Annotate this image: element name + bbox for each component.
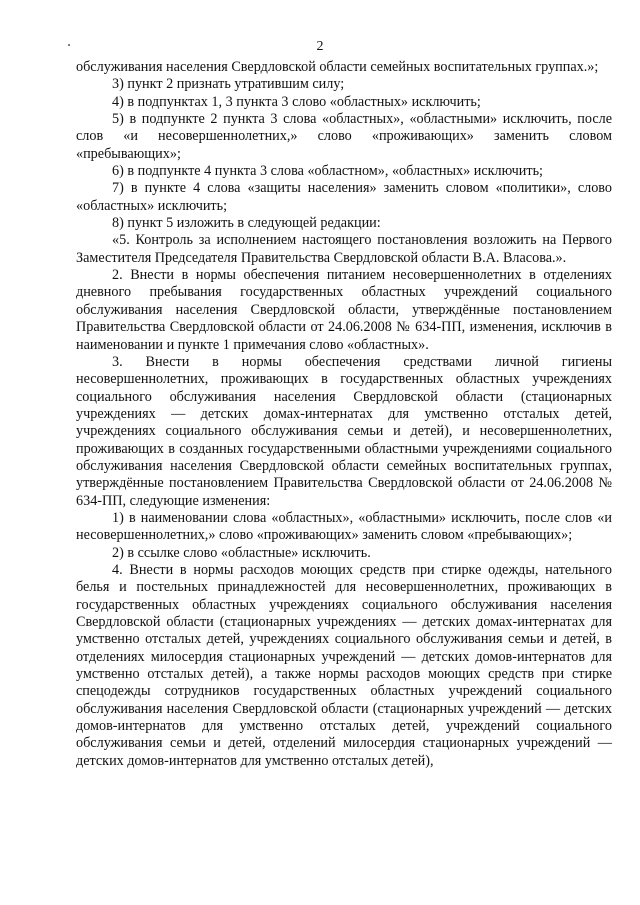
page-number: 2 bbox=[316, 39, 324, 54]
paragraph-item-4: 4) в подпунктах 1, 3 пункта 3 слово «областных» исключить; bbox=[112, 93, 481, 110]
document-body bbox=[76, 59, 612, 770]
paragraph-section-3-item-1: 1) в наименовании слова «областных», «областными» исключить, после слов «и несовершеннолетних,» слово «проживающих» заменить словом «пребывающих»; bbox=[76, 509, 612, 544]
paragraph-item-7: 7) в пункте 4 слова «защиты населения» заменить словом «политики», слово «областных» исключить; bbox=[76, 180, 612, 214]
paragraph-section-2: 2. Внести в нормы обеспечения питанием несовершеннолетних в отделениях дневного пребывания государственных областных учреждений социального обслуживания населения Свердловской области, утверждённые постановлением Правительства Свердловской области от 24.06.2008 № 634-ПП, изменения, исключив в наименовании и пункте 1 примечания слово «областных». bbox=[76, 267, 612, 353]
paragraph-section-3: 3. Внести в нормы обеспечения средствами личной гигиены несовершеннолетних, проживающих в государственных областных учреждениях социального обслуживания населения Свердловской области (стационарных учреждениях — детских домах-интернатах для умственно отсталых детей, учреждениях социального обслуживания семьи и детей), и несовершеннолетних, проживающих в созданных государственными областными учреждениями социального обслуживания населения Свердловской области семейных воспитательных группах, утверждённые постановлением Правительства Свердловской области от 24.06.2008 № 634-ПП, следующие изменения: bbox=[76, 353, 612, 509]
paragraph-item-5: 5) в подпункте 2 пункта 3 слова «областных», «областными» исключить, после слов «и несовершеннолетних,» слово «проживающих» заменить словом «пребывающих»; bbox=[76, 111, 612, 162]
paragraph-section-3-item-2: 2) в ссылке слово «областные» исключить. bbox=[112, 544, 371, 561]
paragraph-item-8: 8) пункт 5 изложить в следующей редакции: bbox=[112, 215, 381, 232]
paragraph-item-3: 3) пункт 2 признать утратившим силу; bbox=[112, 76, 345, 93]
paragraph-section-4: 4. Внести в нормы расходов моющих средств при стирке одежды, нательного белья и постельных принадлежностей для несовершеннолетних, проживающих в государственных областных учреждениях социального обслуживания населения Свердловской области (стационарных учреждениях — детских домах-интернатах для умственно отсталых детей, учреждениях социального обслуживания семьи и детей, в отделениях милосердия стационарных учреждений — детских домов-интернатов для умственно отсталых детей), а также нормы расходов моющих средств при стирке спецодежды сотрудников государственных областных учреждений социального обслуживания населения Свердловской области (стационарных учреждений — детских домов-интернатов для умственно отсталых детей, учреждений социального обслуживания семьи и детей, отделений милосердия стационарных учреждений — детских домов-интернатов для умственно отсталых детей), bbox=[76, 561, 612, 769]
paragraph-clause-5: «5. Контроль за исполнением настоящего постановления возложить на Первого Заместителя Председателя Правительства Свердловской области В.А. Власова.». bbox=[76, 232, 612, 266]
paragraph-item-6: 6) в подпункте 4 пункта 3 слова «областном», «областных» исключить; bbox=[112, 163, 543, 180]
paragraph-continuation: обслуживания населения Свердловской области семейных воспитательных группах.»; bbox=[76, 59, 599, 75]
scan-speck bbox=[68, 44, 70, 46]
